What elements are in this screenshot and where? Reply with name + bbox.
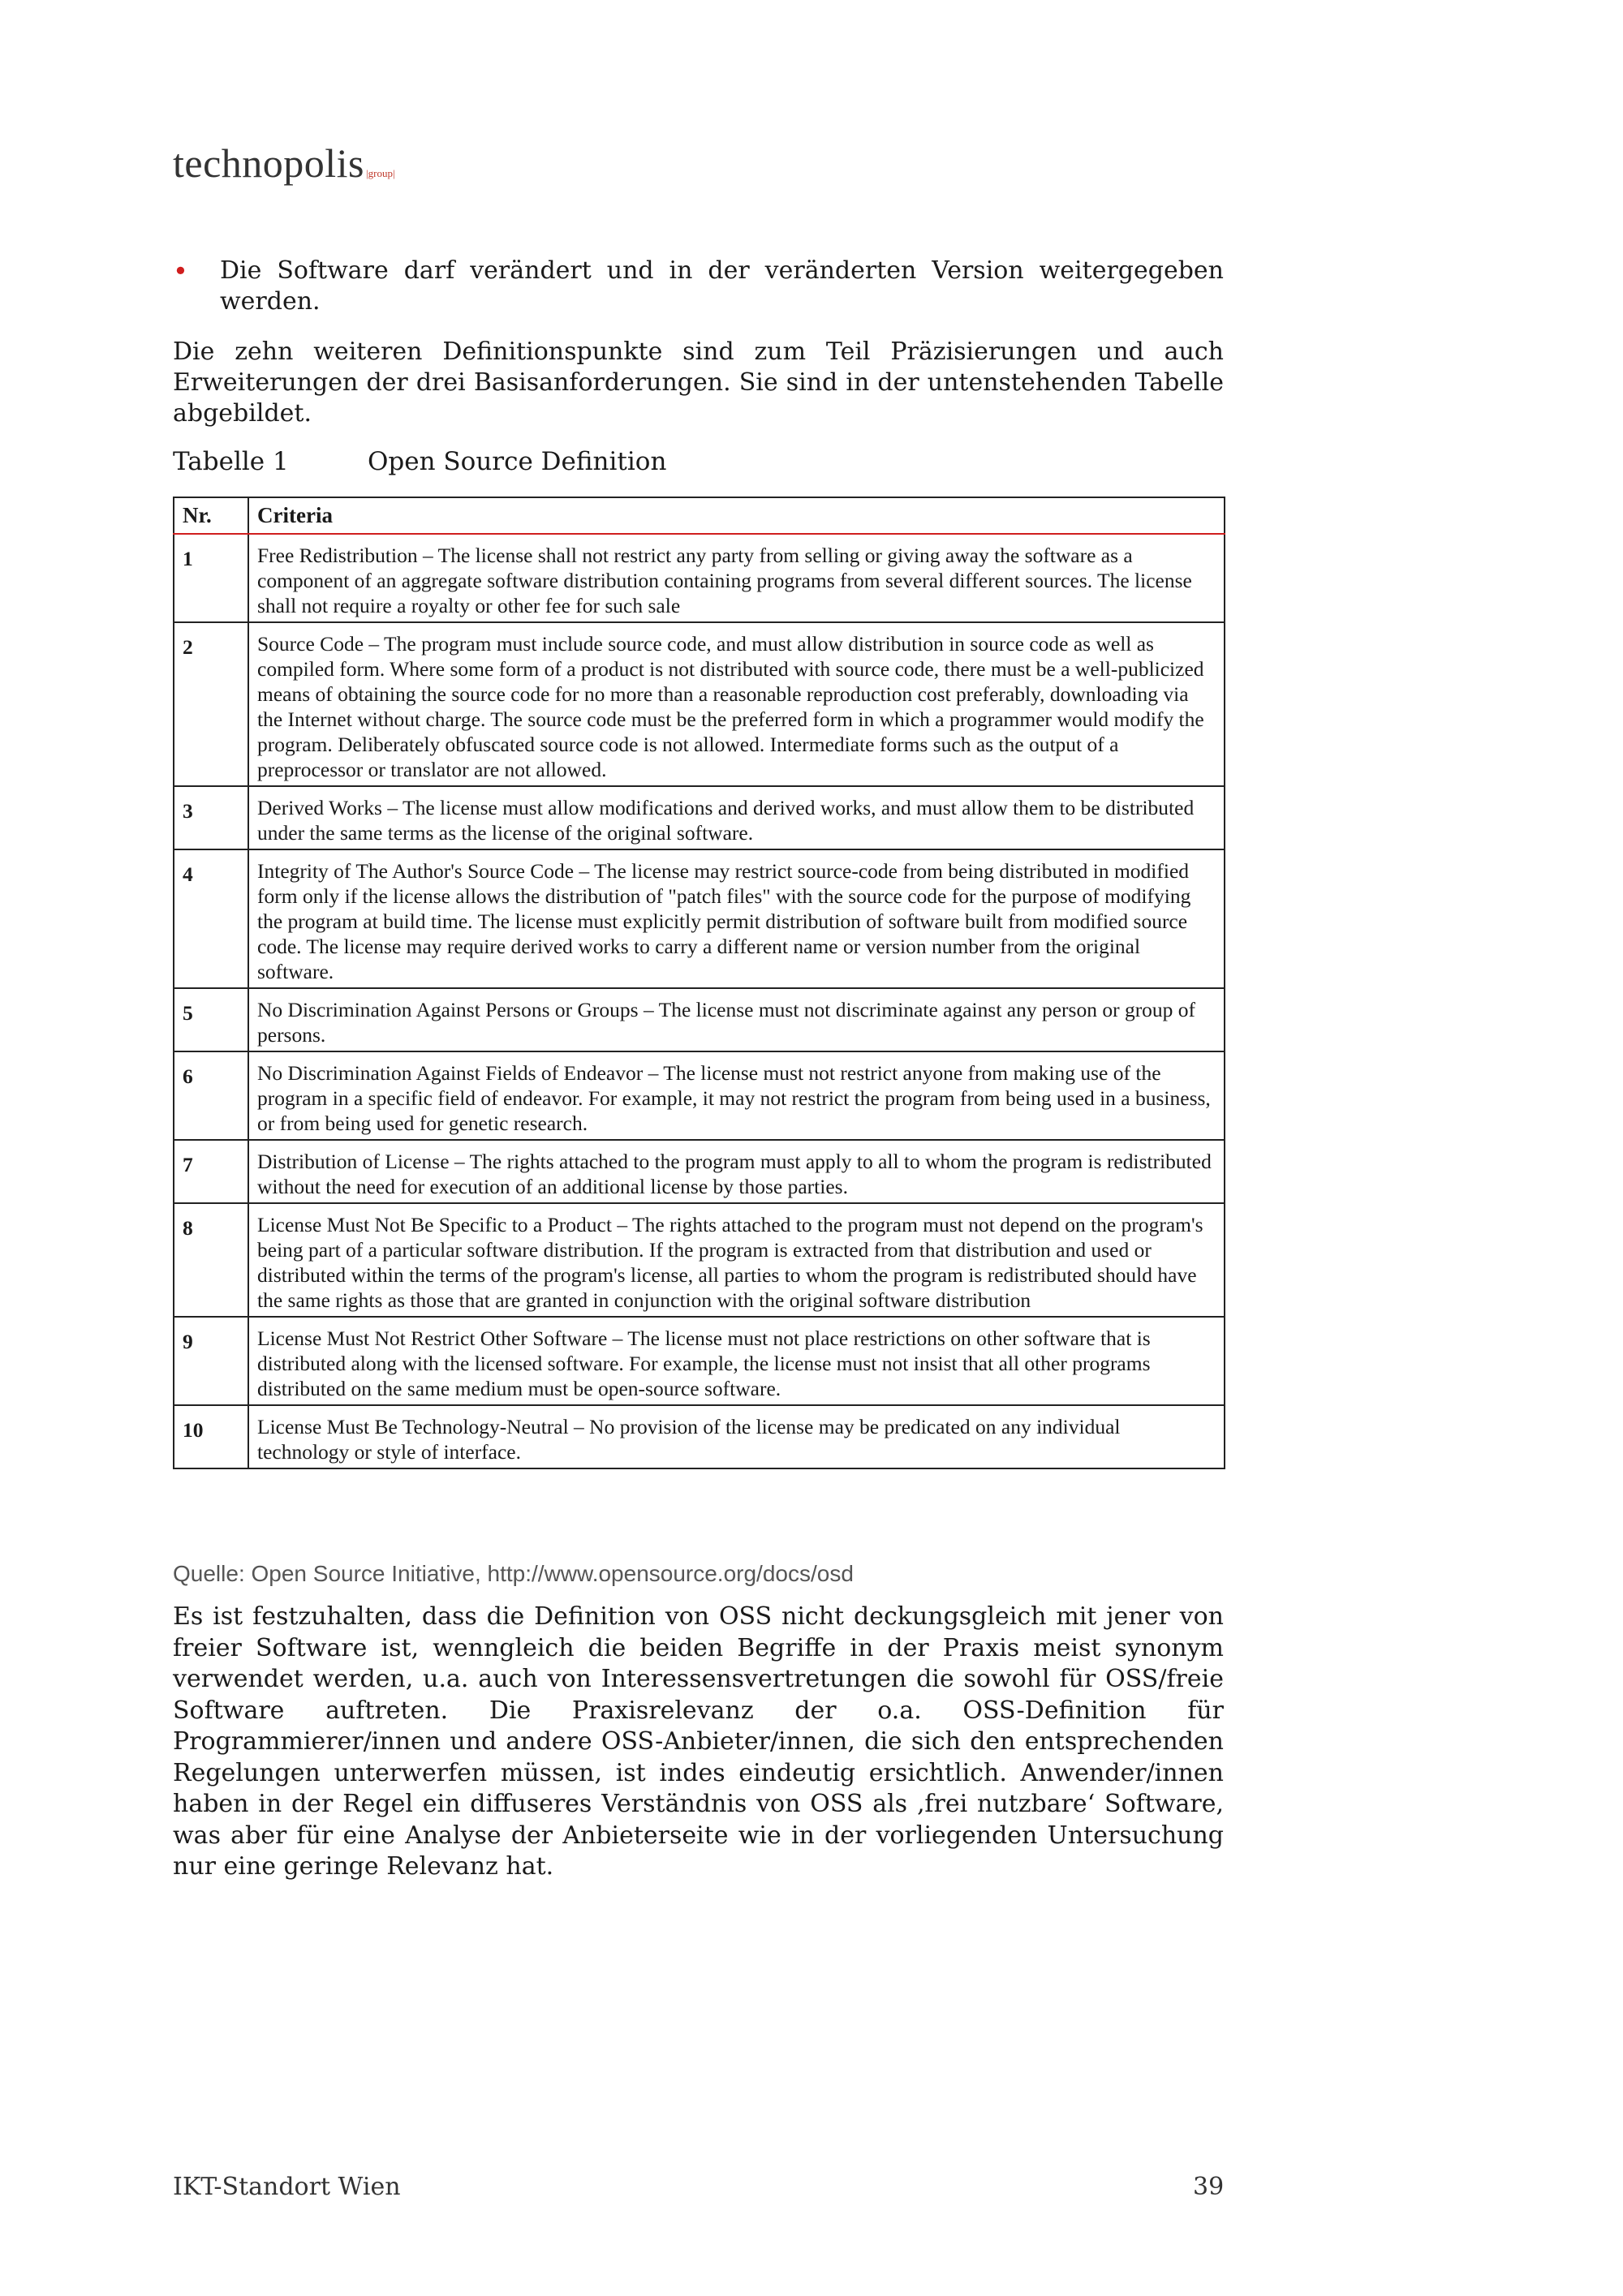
column-header-criteria: Criteria — [248, 497, 1225, 534]
bullet-text: Die Software darf verändert und in der veränderten Version weitergegeben werden. — [220, 256, 1224, 316]
logo-text: technopolis — [173, 140, 365, 186]
row-criteria: Source Code – The program must include source code, and must allow distribution in source code as well as compiled form. Where some form of a product is not distributed with source code, there must be a well-publicized means of obtaining the source code for no more than a reasonable reproduction cost preferably, downloading via the Internet without charge. The source code must be the preferred form in which a programmer would modify the program. Deliberately obfuscated source code is not allowed. Intermediate forms such as the output of a preprocessor or translator are not allowed. — [248, 622, 1225, 786]
row-criteria: Derived Works – The license must allow modifications and derived works, and must allow them to be distributed under the same terms as the license of the original software. — [248, 786, 1225, 849]
row-criteria: No Discrimination Against Persons or Groups – The license must not discriminate against any person or group of persons. — [248, 988, 1225, 1051]
row-number: 2 — [174, 622, 248, 786]
table-row — [174, 1405, 1225, 1468]
row-criteria: Free Redistribution – The license shall not restrict any party from selling or giving away the software as a component of an aggregate software distribution containing programs from several different sources. The license shall not require a royalty or other fee for such sale — [248, 534, 1225, 622]
table-row — [174, 988, 1225, 1051]
bullet-list-item — [173, 256, 1224, 317]
row-criteria: License Must Not Be Specific to a Product – The rights attached to the program must not depend on the program's being part of a particular software distribution. If the program is extracted from that distribution and used or distributed within the terms of the program's license, all parties to whom the program is redistributed should have the same rights as those that are granted in conjunction with the original software distribution — [248, 1203, 1225, 1317]
logo-group-suffix: |group| — [366, 167, 395, 179]
intro-paragraph: Die zehn weiteren Definitionspunkte sind zum Teil Präzisierungen und auch Erweiterungen der drei Basisanforderungen. Sie sind in der untenstehenden Tabelle abgebildet. — [173, 338, 1224, 428]
table-row — [174, 1140, 1225, 1203]
row-number: 8 — [174, 1203, 248, 1317]
row-number: 9 — [174, 1317, 248, 1405]
row-number: 3 — [174, 786, 248, 849]
row-number: 6 — [174, 1051, 248, 1140]
row-number: 1 — [174, 534, 248, 622]
column-header-nr: Nr. — [174, 497, 248, 534]
table-row — [174, 1203, 1225, 1317]
table-caption — [173, 445, 666, 478]
table-header-row — [174, 497, 1225, 534]
technopolis-logo — [173, 140, 395, 187]
row-number: 7 — [174, 1140, 248, 1203]
row-criteria: Distribution of License – The rights attached to the program must apply to all to whom the program is redistributed without the need for execution of an additional license by those parties. — [248, 1140, 1225, 1203]
row-criteria: License Must Be Technology-Neutral – No provision of the license may be predicated on any individual technology or style of interface. — [248, 1405, 1225, 1468]
row-number: 5 — [174, 988, 248, 1051]
table-row — [174, 1317, 1225, 1405]
table-caption-title: Open Source Definition — [368, 447, 667, 476]
conclusion-paragraph: Es ist festzuhalten, dass die Definition von OSS nicht deckungsgleich mit jener von freier Software ist, wenngleich die beiden Begriffe in der Praxis meist synonym verwendet werden, u.a. auch von Interessensvertretungen die sowohl für OSS/freie Software auftreten. Die Praxisrelevanz der o.a. OSS-Definition für Programmierer/innen und andere OSS-Anbieter/innen, die sich den entsprechenden Regelungen unterwerfen müssen, ist indes eindeutig ersichtlich. Anwender/innen haben in der Regel ein diffuseres Verständnis von OSS als ‚frei nutzbare‘ Software, was aber für eine Analyse der Anbieterseite wie in der vorliegenden Untersuchung nur eine geringe Relevanz hat. — [173, 1602, 1224, 1881]
table-row — [174, 534, 1225, 622]
open-source-definition-table — [173, 497, 1225, 1469]
row-criteria: License Must Not Restrict Other Software – The license must not place restrictions on other software that is distributed along with the licensed software. For example, the license must not insist that all other programs distributed on the same medium must be open-source software. — [248, 1317, 1225, 1405]
table-row — [174, 849, 1225, 988]
table-caption-label: Tabelle 1 — [173, 447, 289, 476]
row-number: 10 — [174, 1405, 248, 1468]
row-number: 4 — [174, 849, 248, 988]
table-row — [174, 622, 1225, 786]
row-criteria: Integrity of The Author's Source Code – The license may restrict source-code from being distributed in modified form only if the license allows the distribution of "patch files" with the source code for the purpose of modifying the program at build time. The license must explicitly permit distribution of software built from modified source code. The license may require derived works to carry a different name or version number from the original software. — [248, 849, 1225, 988]
page-number: 39 — [1193, 2173, 1225, 2201]
row-criteria: No Discrimination Against Fields of Endeavor – The license must not restrict anyone from making use of the program in a specific field of endeavor. For example, it may not restrict the program from being used in a business, or from being used for genetic research. — [248, 1051, 1225, 1140]
footer-title: IKT-Standort Wien — [173, 2173, 401, 2201]
bullet-icon: • — [173, 256, 188, 286]
table-row — [174, 786, 1225, 849]
table-source: Quelle: Open Source Initiative, http://www.opensource.org/docs/osd — [173, 1561, 854, 1586]
table-row — [174, 1051, 1225, 1140]
